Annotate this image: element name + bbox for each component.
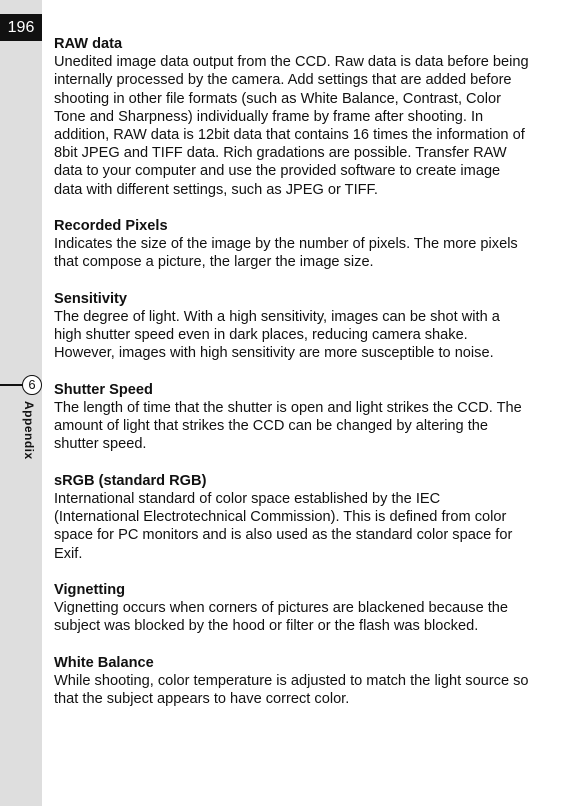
term-title: RAW data bbox=[54, 36, 123, 52]
term-title: Shutter Speed bbox=[54, 381, 153, 398]
term-text: The length of time that the shutter is open and light strikes the CCD. The amount of light that strikes the CCD can be changed by altering the shutter speed. bbox=[54, 400, 522, 453]
term-title: sRGB (standard RGB) bbox=[54, 472, 207, 489]
term-title: Vignetting bbox=[54, 582, 126, 599]
glossary-term bbox=[54, 581, 529, 636]
term-title: Recorded Pixels bbox=[54, 218, 168, 235]
glossary-term bbox=[54, 217, 529, 272]
chapter-number: 6 bbox=[22, 375, 42, 395]
chapter-label: Appendix bbox=[22, 401, 36, 460]
term-text: Vignetting occurs when corners of pictures are blackened because the subject was blocked by the hood or filter or the flash was blocked. bbox=[54, 600, 509, 635]
term-title: White Balance bbox=[54, 654, 154, 671]
glossary-term bbox=[54, 472, 529, 563]
term-text: Indicates the size of the image by the number of pixels. The more pixels that compose a picture, the larger the image size. bbox=[54, 236, 518, 271]
glossary-term bbox=[54, 381, 529, 454]
term-text: International standard of color space established by the IEC (International Electrotechnical Commission). This is defined from color space for PC monitors and is also used as the standard color space for Exif. bbox=[54, 491, 513, 562]
term-title: Sensitivity bbox=[54, 290, 127, 307]
chapter-tab bbox=[0, 375, 42, 395]
term-text: Unedited image data output from the CCD. Raw data is data before being internally processed by the camera. Add settings that are added before shooting in other file formats (such as White Balance, Contrast, Color Tone and Sharpness) individually frame by frame after shooting. In addition, RAW data is 12bit data that contains 16 times the information of 8bit JPEG and TIFF data. Rich gradations are possible. Transfer RAW data to your computer and use the provided software to create image data with different settings, such as JPEG or TIFF. bbox=[54, 54, 529, 198]
chapter-tab-line bbox=[0, 384, 24, 386]
glossary-term bbox=[54, 654, 529, 709]
glossary-term bbox=[54, 290, 529, 363]
term-text: While shooting, color temperature is adjusted to match the light source so that the subject appears to have correct color. bbox=[54, 673, 529, 708]
term-text: The degree of light. With a high sensitivity, images can be shot with a high shutter speed even in dark places, reducing camera shake. However, images with high sensitivity are more susceptible to noise. bbox=[54, 309, 500, 362]
glossary-term bbox=[54, 35, 529, 199]
page-number: 196 bbox=[0, 14, 42, 41]
glossary-content bbox=[54, 35, 529, 727]
